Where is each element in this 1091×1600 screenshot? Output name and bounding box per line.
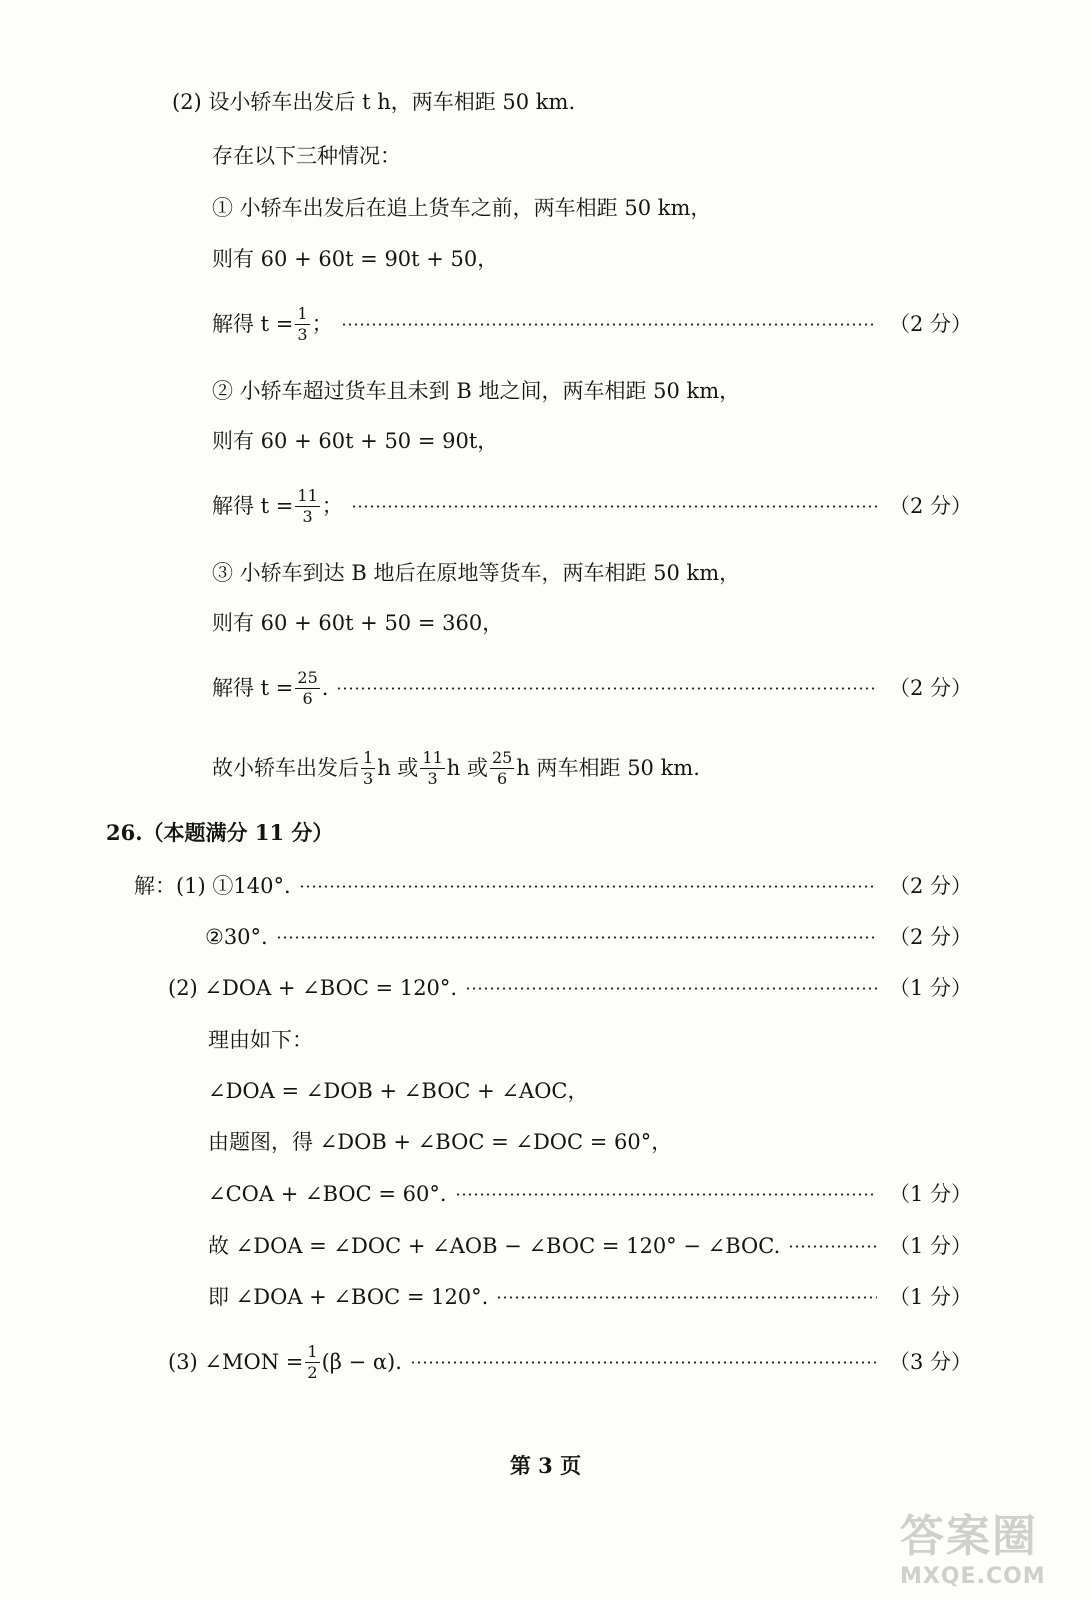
q26-part1-a: 解：(1) ①140°. （2 分） [134, 874, 972, 898]
dot-leader [341, 323, 877, 326]
fraction: $\frac{11}{3}$ [297, 485, 318, 526]
q26-part1-b: ②30°. （2 分） [205, 925, 972, 949]
dot-leader [496, 1296, 877, 1299]
dot-leader [455, 1193, 877, 1196]
fraction: $\frac{11}{3}$ [422, 747, 443, 788]
dot-leader [276, 936, 877, 939]
score: （2 分） [888, 311, 972, 336]
fraction: $\frac{25}{6}$ [491, 747, 513, 788]
fraction: $\frac{1}{3}$ [363, 747, 374, 788]
q26-part3: (3) ∠MON = $\frac{1}{2}$ (β − α). （3 分） [168, 1341, 972, 1382]
page-number: 第 3 页 [509, 1453, 582, 1478]
score: （1 分） [888, 1182, 972, 1206]
q26-header: 26.（本题满分 11 分） [106, 820, 334, 845]
case1-equation: 则有 60 + 60t = 90t + 50， [212, 247, 499, 271]
case2-solution: 解得 t = $\frac{11}{3}$ ； （2 分） [212, 485, 972, 526]
q26-step2: 由题图，得 ∠DOB + ∠BOC = ∠DOC = 60°， [208, 1130, 673, 1154]
q26-step4: 故 ∠DOA = ∠DOC + ∠AOB − ∠BOC = 120° − ∠BOC. （1 分） [208, 1234, 972, 1258]
case1-desc: ① 小轿车出发后在追上货车之前，两车相距 50 km， [212, 196, 712, 220]
q26-step5: 即 ∠DOA + ∠BOC = 120°. （1 分） [208, 1285, 972, 1309]
case3-solution: 解得 t = $\frac{25}{6}$ . （2 分） [212, 667, 972, 708]
q26-step3: ∠COA + ∠BOC = 60°. （1 分） [208, 1182, 972, 1206]
case3-desc: ③ 小轿车到达 B 地后在原地等货车，两车相距 50 km， [212, 561, 741, 585]
case3-equation: 则有 60 + 60t + 50 = 360， [212, 611, 504, 635]
dot-leader [299, 885, 877, 888]
score: （1 分） [888, 1234, 972, 1258]
q26-step1: ∠DOA = ∠DOB + ∠BOC + ∠AOC， [208, 1079, 589, 1103]
fraction: $\frac{1}{2}$ [307, 1341, 318, 1382]
q26-reason: 理由如下： [208, 1028, 313, 1052]
dot-leader [351, 505, 877, 508]
dot-leader [788, 1245, 877, 1248]
fraction: $\frac{1}{3}$ [297, 303, 308, 344]
case1-solution: 解得 t = $\frac{1}{3}$ ； （2 分） [212, 303, 972, 344]
dot-leader [465, 987, 877, 990]
dot-leader [410, 1361, 877, 1364]
score: （2 分） [888, 493, 972, 518]
score: （2 分） [888, 925, 972, 949]
score: （1 分） [888, 1285, 972, 1309]
cases-intro: 存在以下三种情况： [212, 144, 401, 168]
fraction: $\frac{25}{6}$ [297, 667, 318, 708]
score: （1 分） [888, 976, 972, 1000]
watermark-logo: 答案圈 MXQE.COM [900, 1511, 1046, 1589]
part2-conclusion: 故小轿车出发后 $\frac{1}{3}$ h 或 $\frac{11}{3}$ h 或 $\frac{25}{6}$ h 两车相距 50 km. [212, 747, 700, 788]
dot-leader [336, 687, 877, 690]
score: （2 分） [888, 874, 972, 898]
part2-intro: (2) 设小轿车出发后 t h，两车相距 50 km. [172, 90, 576, 114]
q26-part2: (2) ∠DOA + ∠BOC = 120°. （1 分） [168, 976, 972, 1000]
score: （3 分） [888, 1349, 972, 1374]
case2-equation: 则有 60 + 60t + 50 = 90t， [212, 429, 499, 453]
score: （2 分） [888, 675, 972, 700]
case2-desc: ② 小轿车超过货车且未到 B 地之间，两车相距 50 km， [212, 379, 741, 403]
